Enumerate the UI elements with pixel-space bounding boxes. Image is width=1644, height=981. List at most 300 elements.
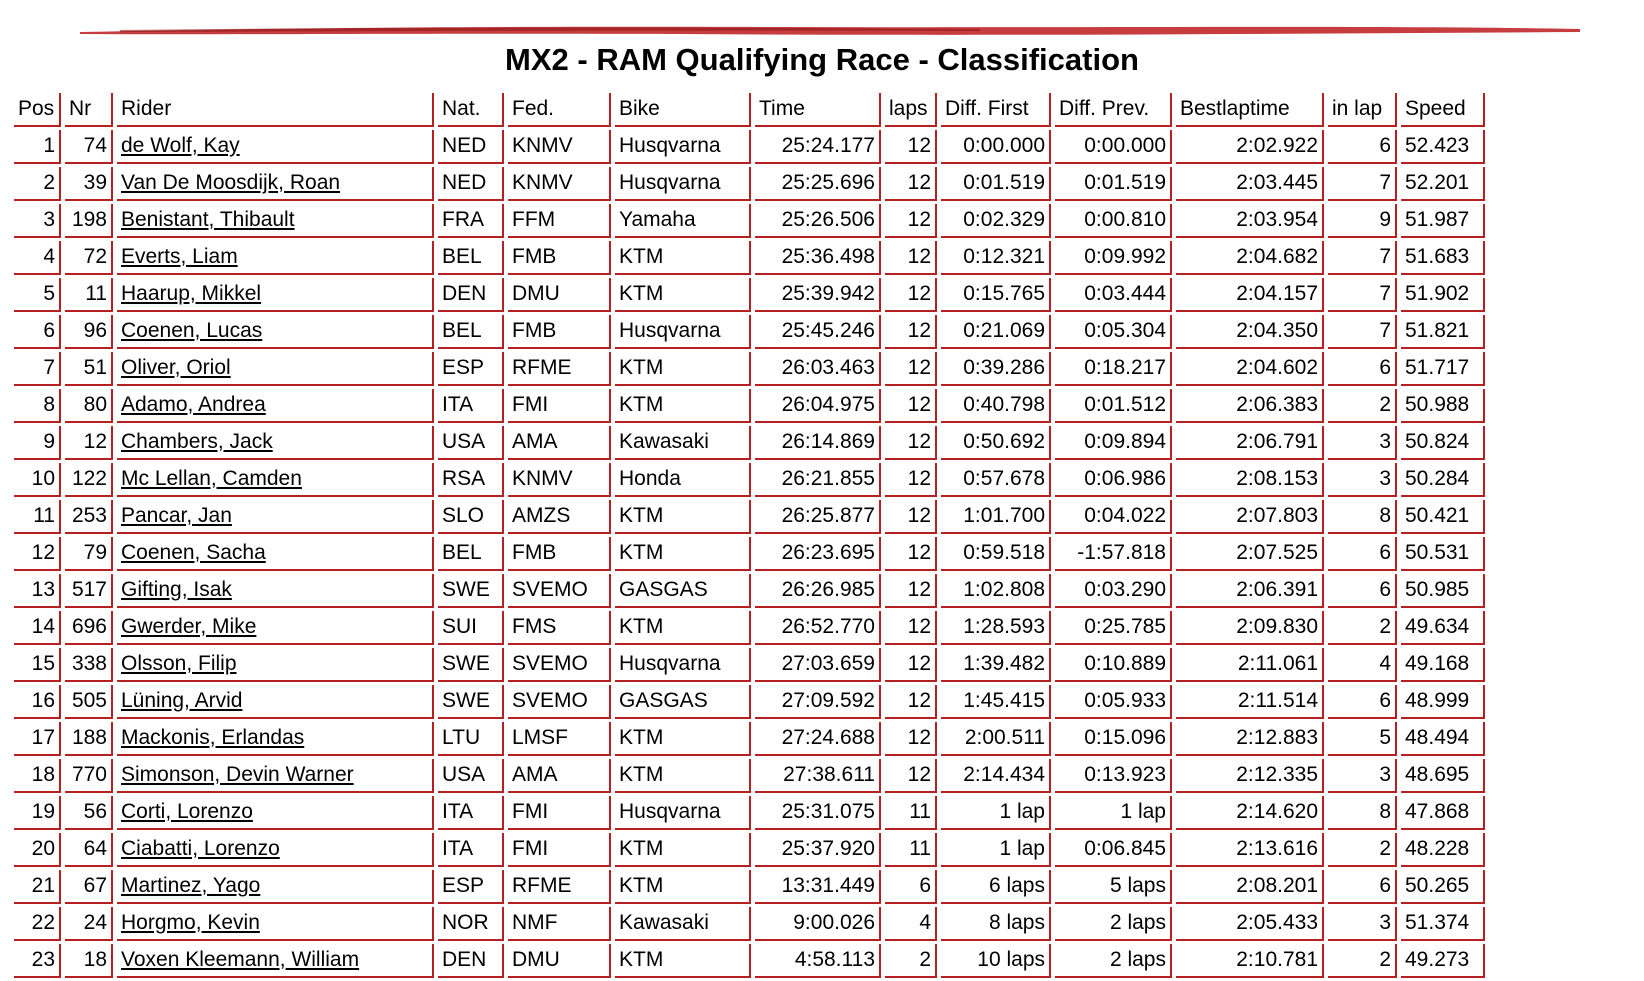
column-header-laps: laps bbox=[885, 93, 937, 127]
rider-link[interactable]: Everts, Liam bbox=[117, 241, 434, 275]
cell-pos: 17 bbox=[14, 722, 61, 756]
cell-laps: 12 bbox=[885, 130, 937, 164]
rider-link[interactable]: Adamo, Andrea bbox=[117, 389, 434, 423]
cell-time: 25:24.177 bbox=[755, 130, 881, 164]
cell-time: 25:25.696 bbox=[755, 167, 881, 201]
cell-speed: 49.634 bbox=[1401, 611, 1485, 645]
cell-diff-first: 0:00.000 bbox=[941, 130, 1051, 164]
cell-laps: 12 bbox=[885, 167, 937, 201]
column-header-pos: Pos bbox=[14, 93, 61, 127]
cell-nat: SWE bbox=[438, 648, 504, 682]
cell-speed: 50.824 bbox=[1401, 426, 1485, 460]
cell-bike: KTM bbox=[615, 278, 751, 312]
cell-pos: 14 bbox=[14, 611, 61, 645]
rider-link[interactable]: Oliver, Oriol bbox=[117, 352, 434, 386]
cell-fed: KNMV bbox=[508, 130, 611, 164]
cell-diff-prev: 1 lap bbox=[1055, 796, 1172, 830]
column-header-diff-prev: Diff. Prev. bbox=[1055, 93, 1172, 127]
cell-pos: 20 bbox=[14, 833, 61, 867]
column-header-rider: Rider bbox=[117, 93, 434, 127]
cell-laps: 12 bbox=[885, 352, 937, 386]
cell-diff-first: 0:15.765 bbox=[941, 278, 1051, 312]
cell-nr: 96 bbox=[65, 315, 113, 349]
table-row bbox=[14, 426, 1485, 460]
table-row bbox=[14, 722, 1485, 756]
rider-link[interactable]: Coenen, Sacha bbox=[117, 537, 434, 571]
cell-pos: 22 bbox=[14, 907, 61, 941]
cell-time: 25:31.075 bbox=[755, 796, 881, 830]
cell-diff-first: 1:01.700 bbox=[941, 500, 1051, 534]
cell-bike: Husqvarna bbox=[615, 315, 751, 349]
cell-nr: 72 bbox=[65, 241, 113, 275]
cell-fed: KNMV bbox=[508, 167, 611, 201]
table-row bbox=[14, 130, 1485, 164]
cell-fed: AMA bbox=[508, 759, 611, 793]
column-header-nat: Nat. bbox=[438, 93, 504, 127]
cell-diff-first: 0:01.519 bbox=[941, 167, 1051, 201]
table-row bbox=[14, 833, 1485, 867]
cell-diff-prev: 0:00.000 bbox=[1055, 130, 1172, 164]
cell-bike: Husqvarna bbox=[615, 648, 751, 682]
cell-speed: 49.273 bbox=[1401, 944, 1485, 978]
cell-time: 26:52.770 bbox=[755, 611, 881, 645]
cell-nr: 80 bbox=[65, 389, 113, 423]
cell-bestlaptime: 2:04.602 bbox=[1176, 352, 1324, 386]
cell-diff-first: 1:39.482 bbox=[941, 648, 1051, 682]
cell-in-lap: 6 bbox=[1328, 685, 1397, 719]
table-row bbox=[14, 907, 1485, 941]
cell-pos: 12 bbox=[14, 537, 61, 571]
cell-bestlaptime: 2:12.335 bbox=[1176, 759, 1324, 793]
cell-nat: DEN bbox=[438, 278, 504, 312]
cell-nr: 12 bbox=[65, 426, 113, 460]
cell-in-lap: 2 bbox=[1328, 611, 1397, 645]
cell-diff-first: 0:12.321 bbox=[941, 241, 1051, 275]
cell-speed: 51.987 bbox=[1401, 204, 1485, 238]
cell-nat: FRA bbox=[438, 204, 504, 238]
rider-link[interactable]: Ciabatti, Lorenzo bbox=[117, 833, 434, 867]
cell-nat: ESP bbox=[438, 352, 504, 386]
cell-nat: SUI bbox=[438, 611, 504, 645]
cell-bestlaptime: 2:06.791 bbox=[1176, 426, 1324, 460]
cell-diff-first: 1 lap bbox=[941, 796, 1051, 830]
cell-pos: 2 bbox=[14, 167, 61, 201]
cell-in-lap: 6 bbox=[1328, 537, 1397, 571]
cell-in-lap: 7 bbox=[1328, 315, 1397, 349]
cell-diff-first: 0:57.678 bbox=[941, 463, 1051, 497]
cell-fed: AMA bbox=[508, 426, 611, 460]
cell-diff-first: 0:40.798 bbox=[941, 389, 1051, 423]
cell-time: 9:00.026 bbox=[755, 907, 881, 941]
cell-time: 25:36.498 bbox=[755, 241, 881, 275]
cell-nr: 24 bbox=[65, 907, 113, 941]
cell-speed: 50.265 bbox=[1401, 870, 1485, 904]
rider-link[interactable]: Gwerder, Mike bbox=[117, 611, 434, 645]
cell-fed: RFME bbox=[508, 352, 611, 386]
cell-fed: KNMV bbox=[508, 463, 611, 497]
cell-speed: 51.374 bbox=[1401, 907, 1485, 941]
cell-time: 26:21.855 bbox=[755, 463, 881, 497]
cell-bike: Kawasaki bbox=[615, 426, 751, 460]
cell-in-lap: 3 bbox=[1328, 463, 1397, 497]
cell-bestlaptime: 2:09.830 bbox=[1176, 611, 1324, 645]
cell-diff-prev: 0:01.519 bbox=[1055, 167, 1172, 201]
cell-time: 25:39.942 bbox=[755, 278, 881, 312]
cell-nr: 770 bbox=[65, 759, 113, 793]
cell-in-lap: 2 bbox=[1328, 833, 1397, 867]
cell-diff-first: 1:28.593 bbox=[941, 611, 1051, 645]
cell-bike: Yamaha bbox=[615, 204, 751, 238]
cell-laps: 4 bbox=[885, 907, 937, 941]
cell-laps: 12 bbox=[885, 648, 937, 682]
cell-diff-prev: 2 laps bbox=[1055, 944, 1172, 978]
cell-bike: KTM bbox=[615, 722, 751, 756]
cell-speed: 49.168 bbox=[1401, 648, 1485, 682]
cell-in-lap: 9 bbox=[1328, 204, 1397, 238]
cell-speed: 51.683 bbox=[1401, 241, 1485, 275]
cell-bike: KTM bbox=[615, 759, 751, 793]
cell-bestlaptime: 2:13.616 bbox=[1176, 833, 1324, 867]
table-row bbox=[14, 944, 1485, 978]
cell-diff-first: 1:02.808 bbox=[941, 574, 1051, 608]
cell-time: 27:09.592 bbox=[755, 685, 881, 719]
cell-speed: 48.228 bbox=[1401, 833, 1485, 867]
column-header-nr: Nr bbox=[65, 93, 113, 127]
cell-bestlaptime: 2:03.445 bbox=[1176, 167, 1324, 201]
rider-link[interactable]: Mackonis, Erlandas bbox=[117, 722, 434, 756]
rider-link[interactable]: Coenen, Lucas bbox=[117, 315, 434, 349]
cell-nat: USA bbox=[438, 759, 504, 793]
cell-nr: 253 bbox=[65, 500, 113, 534]
cell-bestlaptime: 2:04.350 bbox=[1176, 315, 1324, 349]
cell-bestlaptime: 2:06.383 bbox=[1176, 389, 1324, 423]
cell-bestlaptime: 2:14.620 bbox=[1176, 796, 1324, 830]
table-row bbox=[14, 611, 1485, 645]
cell-diff-first: 8 laps bbox=[941, 907, 1051, 941]
table-row bbox=[14, 574, 1485, 608]
cell-time: 27:03.659 bbox=[755, 648, 881, 682]
column-header-speed: Speed bbox=[1401, 93, 1485, 127]
cell-bike: KTM bbox=[615, 241, 751, 275]
cell-speed: 52.423 bbox=[1401, 130, 1485, 164]
cell-in-lap: 6 bbox=[1328, 352, 1397, 386]
cell-nat: NED bbox=[438, 167, 504, 201]
cell-diff-prev: 2 laps bbox=[1055, 907, 1172, 941]
cell-diff-prev: 0:04.022 bbox=[1055, 500, 1172, 534]
cell-fed: FMI bbox=[508, 833, 611, 867]
cell-bestlaptime: 2:08.201 bbox=[1176, 870, 1324, 904]
cell-nat: ITA bbox=[438, 833, 504, 867]
rider-link[interactable]: Lüning, Arvid bbox=[117, 685, 434, 719]
table-row bbox=[14, 352, 1485, 386]
cell-fed: FMB bbox=[508, 537, 611, 571]
cell-speed: 50.988 bbox=[1401, 389, 1485, 423]
cell-fed: DMU bbox=[508, 944, 611, 978]
cell-fed: FMB bbox=[508, 315, 611, 349]
cell-laps: 12 bbox=[885, 389, 937, 423]
cell-diff-first: 1 lap bbox=[941, 833, 1051, 867]
cell-bike: Husqvarna bbox=[615, 130, 751, 164]
cell-bike: GASGAS bbox=[615, 574, 751, 608]
cell-pos: 23 bbox=[14, 944, 61, 978]
cell-laps: 12 bbox=[885, 426, 937, 460]
table-row bbox=[14, 167, 1485, 201]
cell-laps: 11 bbox=[885, 796, 937, 830]
cell-speed: 50.985 bbox=[1401, 574, 1485, 608]
cell-bike: Honda bbox=[615, 463, 751, 497]
cell-in-lap: 2 bbox=[1328, 944, 1397, 978]
classification-table bbox=[10, 90, 1489, 981]
table-row bbox=[14, 241, 1485, 275]
cell-diff-prev: 0:06.845 bbox=[1055, 833, 1172, 867]
cell-diff-first: 0:59.518 bbox=[941, 537, 1051, 571]
cell-nat: SWE bbox=[438, 685, 504, 719]
cell-laps: 12 bbox=[885, 574, 937, 608]
cell-nat: BEL bbox=[438, 241, 504, 275]
cell-nr: 696 bbox=[65, 611, 113, 645]
cell-nat: RSA bbox=[438, 463, 504, 497]
cell-bike: Husqvarna bbox=[615, 796, 751, 830]
cell-in-lap: 4 bbox=[1328, 648, 1397, 682]
rider-link[interactable]: Corti, Lorenzo bbox=[117, 796, 434, 830]
cell-fed: SVEMO bbox=[508, 685, 611, 719]
rider-link[interactable]: Mc Lellan, Camden bbox=[117, 463, 434, 497]
cell-fed: SVEMO bbox=[508, 574, 611, 608]
cell-nat: SLO bbox=[438, 500, 504, 534]
cell-fed: FMB bbox=[508, 241, 611, 275]
cell-time: 13:31.449 bbox=[755, 870, 881, 904]
cell-laps: 12 bbox=[885, 463, 937, 497]
rider-link[interactable]: de Wolf, Kay bbox=[117, 130, 434, 164]
cell-bike: GASGAS bbox=[615, 685, 751, 719]
cell-laps: 12 bbox=[885, 722, 937, 756]
cell-in-lap: 6 bbox=[1328, 130, 1397, 164]
cell-pos: 1 bbox=[14, 130, 61, 164]
cell-speed: 50.284 bbox=[1401, 463, 1485, 497]
cell-bestlaptime: 2:03.954 bbox=[1176, 204, 1324, 238]
cell-nr: 198 bbox=[65, 204, 113, 238]
cell-nat: ITA bbox=[438, 389, 504, 423]
table-row bbox=[14, 685, 1485, 719]
cell-nat: BEL bbox=[438, 315, 504, 349]
cell-laps: 12 bbox=[885, 500, 937, 534]
cell-bestlaptime: 2:08.153 bbox=[1176, 463, 1324, 497]
cell-nr: 67 bbox=[65, 870, 113, 904]
cell-nat: BEL bbox=[438, 537, 504, 571]
cell-bike: KTM bbox=[615, 944, 751, 978]
cell-diff-prev: 0:18.217 bbox=[1055, 352, 1172, 386]
cell-bestlaptime: 2:12.883 bbox=[1176, 722, 1324, 756]
cell-bike: Kawasaki bbox=[615, 907, 751, 941]
cell-nr: 39 bbox=[65, 167, 113, 201]
cell-pos: 4 bbox=[14, 241, 61, 275]
cell-speed: 50.421 bbox=[1401, 500, 1485, 534]
rider-link[interactable]: Simonson, Devin Warner bbox=[117, 759, 434, 793]
cell-pos: 13 bbox=[14, 574, 61, 608]
cell-fed: FMI bbox=[508, 796, 611, 830]
cell-bike: KTM bbox=[615, 500, 751, 534]
cell-diff-first: 0:21.069 bbox=[941, 315, 1051, 349]
cell-pos: 5 bbox=[14, 278, 61, 312]
column-header-in-lap: in lap bbox=[1328, 93, 1397, 127]
cell-time: 4:58.113 bbox=[755, 944, 881, 978]
cell-pos: 11 bbox=[14, 500, 61, 534]
rider-link[interactable]: Haarup, Mikkel bbox=[117, 278, 434, 312]
cell-nr: 56 bbox=[65, 796, 113, 830]
cell-laps: 11 bbox=[885, 833, 937, 867]
table-header-row bbox=[14, 93, 1485, 127]
cell-time: 26:03.463 bbox=[755, 352, 881, 386]
cell-speed: 48.494 bbox=[1401, 722, 1485, 756]
cell-diff-prev: 0:09.894 bbox=[1055, 426, 1172, 460]
cell-diff-prev: 0:03.290 bbox=[1055, 574, 1172, 608]
rider-link[interactable]: Gifting, Isak bbox=[117, 574, 434, 608]
cell-bestlaptime: 2:07.803 bbox=[1176, 500, 1324, 534]
cell-in-lap: 5 bbox=[1328, 722, 1397, 756]
cell-fed: DMU bbox=[508, 278, 611, 312]
cell-nat: USA bbox=[438, 426, 504, 460]
cell-laps: 12 bbox=[885, 278, 937, 312]
cell-diff-prev: 0:13.923 bbox=[1055, 759, 1172, 793]
cell-laps: 12 bbox=[885, 685, 937, 719]
cell-nr: 51 bbox=[65, 352, 113, 386]
cell-pos: 3 bbox=[14, 204, 61, 238]
cell-bike: KTM bbox=[615, 833, 751, 867]
table-row bbox=[14, 315, 1485, 349]
cell-fed: AMZS bbox=[508, 500, 611, 534]
cell-in-lap: 7 bbox=[1328, 241, 1397, 275]
cell-time: 25:37.920 bbox=[755, 833, 881, 867]
column-header-diff-first: Diff. First bbox=[941, 93, 1051, 127]
cell-in-lap: 2 bbox=[1328, 389, 1397, 423]
cell-fed: SVEMO bbox=[508, 648, 611, 682]
cell-time: 27:38.611 bbox=[755, 759, 881, 793]
cell-laps: 12 bbox=[885, 315, 937, 349]
cell-pos: 16 bbox=[14, 685, 61, 719]
cell-nr: 188 bbox=[65, 722, 113, 756]
cell-nr: 338 bbox=[65, 648, 113, 682]
rider-link[interactable]: Olsson, Filip bbox=[117, 648, 434, 682]
cell-bestlaptime: 2:02.922 bbox=[1176, 130, 1324, 164]
cell-fed: RFME bbox=[508, 870, 611, 904]
cell-time: 26:26.985 bbox=[755, 574, 881, 608]
cell-in-lap: 8 bbox=[1328, 500, 1397, 534]
cell-nat: NOR bbox=[438, 907, 504, 941]
cell-diff-first: 0:39.286 bbox=[941, 352, 1051, 386]
cell-bestlaptime: 2:10.781 bbox=[1176, 944, 1324, 978]
table-row bbox=[14, 278, 1485, 312]
rider-link[interactable]: Chambers, Jack bbox=[117, 426, 434, 460]
cell-nr: 74 bbox=[65, 130, 113, 164]
cell-time: 27:24.688 bbox=[755, 722, 881, 756]
cell-laps: 12 bbox=[885, 611, 937, 645]
cell-diff-prev: 0:09.992 bbox=[1055, 241, 1172, 275]
cell-nr: 517 bbox=[65, 574, 113, 608]
cell-pos: 9 bbox=[14, 426, 61, 460]
cell-diff-prev: 0:06.986 bbox=[1055, 463, 1172, 497]
cell-diff-prev: 0:01.512 bbox=[1055, 389, 1172, 423]
cell-diff-prev: 0:05.933 bbox=[1055, 685, 1172, 719]
cell-diff-first: 0:50.692 bbox=[941, 426, 1051, 460]
cell-nr: 505 bbox=[65, 685, 113, 719]
cell-laps: 6 bbox=[885, 870, 937, 904]
cell-diff-first: 0:02.329 bbox=[941, 204, 1051, 238]
rider-link[interactable]: Pancar, Jan bbox=[117, 500, 434, 534]
rider-link[interactable]: Horgmo, Kevin bbox=[117, 907, 434, 941]
cell-nr: 79 bbox=[65, 537, 113, 571]
rider-link[interactable]: Martinez, Yago bbox=[117, 870, 434, 904]
cell-nat: ESP bbox=[438, 870, 504, 904]
cell-pos: 19 bbox=[14, 796, 61, 830]
cell-diff-first: 1:45.415 bbox=[941, 685, 1051, 719]
cell-laps: 2 bbox=[885, 944, 937, 978]
cell-nr: 64 bbox=[65, 833, 113, 867]
cell-diff-first: 6 laps bbox=[941, 870, 1051, 904]
cell-bike: Husqvarna bbox=[615, 167, 751, 201]
cell-speed: 48.695 bbox=[1401, 759, 1485, 793]
rider-link[interactable]: Benistant, Thibault bbox=[117, 204, 434, 238]
table-row bbox=[14, 204, 1485, 238]
cell-speed: 47.868 bbox=[1401, 796, 1485, 830]
table-row bbox=[14, 648, 1485, 682]
table-row bbox=[14, 463, 1485, 497]
cell-time: 26:25.877 bbox=[755, 500, 881, 534]
rider-link[interactable]: Voxen Kleemann, William bbox=[117, 944, 434, 978]
cell-pos: 8 bbox=[14, 389, 61, 423]
table-row bbox=[14, 537, 1485, 571]
cell-in-lap: 6 bbox=[1328, 870, 1397, 904]
cell-pos: 7 bbox=[14, 352, 61, 386]
cell-bike: KTM bbox=[615, 870, 751, 904]
cell-diff-prev: 5 laps bbox=[1055, 870, 1172, 904]
cell-speed: 50.531 bbox=[1401, 537, 1485, 571]
column-header-time: Time bbox=[755, 93, 881, 127]
cell-diff-prev: -1:57.818 bbox=[1055, 537, 1172, 571]
cell-time: 25:45.246 bbox=[755, 315, 881, 349]
cell-bike: KTM bbox=[615, 537, 751, 571]
cell-in-lap: 3 bbox=[1328, 907, 1397, 941]
cell-bestlaptime: 2:04.682 bbox=[1176, 241, 1324, 275]
cell-speed: 52.201 bbox=[1401, 167, 1485, 201]
table-row bbox=[14, 796, 1485, 830]
cell-laps: 12 bbox=[885, 241, 937, 275]
cell-pos: 6 bbox=[14, 315, 61, 349]
cell-pos: 10 bbox=[14, 463, 61, 497]
cell-diff-prev: 0:03.444 bbox=[1055, 278, 1172, 312]
cell-diff-first: 10 laps bbox=[941, 944, 1051, 978]
cell-nat: SWE bbox=[438, 574, 504, 608]
cell-time: 26:23.695 bbox=[755, 537, 881, 571]
cell-fed: FMS bbox=[508, 611, 611, 645]
cell-laps: 12 bbox=[885, 204, 937, 238]
cell-diff-prev: 0:10.889 bbox=[1055, 648, 1172, 682]
cell-bike: KTM bbox=[615, 611, 751, 645]
rider-link[interactable]: Van De Moosdijk, Roan bbox=[117, 167, 434, 201]
cell-bestlaptime: 2:07.525 bbox=[1176, 537, 1324, 571]
cell-bike: KTM bbox=[615, 352, 751, 386]
cell-nat: ITA bbox=[438, 796, 504, 830]
cell-bike: KTM bbox=[615, 389, 751, 423]
cell-speed: 51.821 bbox=[1401, 315, 1485, 349]
cell-nat: DEN bbox=[438, 944, 504, 978]
cell-nat: NED bbox=[438, 130, 504, 164]
cell-nr: 11 bbox=[65, 278, 113, 312]
cell-diff-prev: 0:05.304 bbox=[1055, 315, 1172, 349]
cell-bestlaptime: 2:11.061 bbox=[1176, 648, 1324, 682]
cell-diff-prev: 0:15.096 bbox=[1055, 722, 1172, 756]
cell-in-lap: 3 bbox=[1328, 426, 1397, 460]
table-row bbox=[14, 870, 1485, 904]
